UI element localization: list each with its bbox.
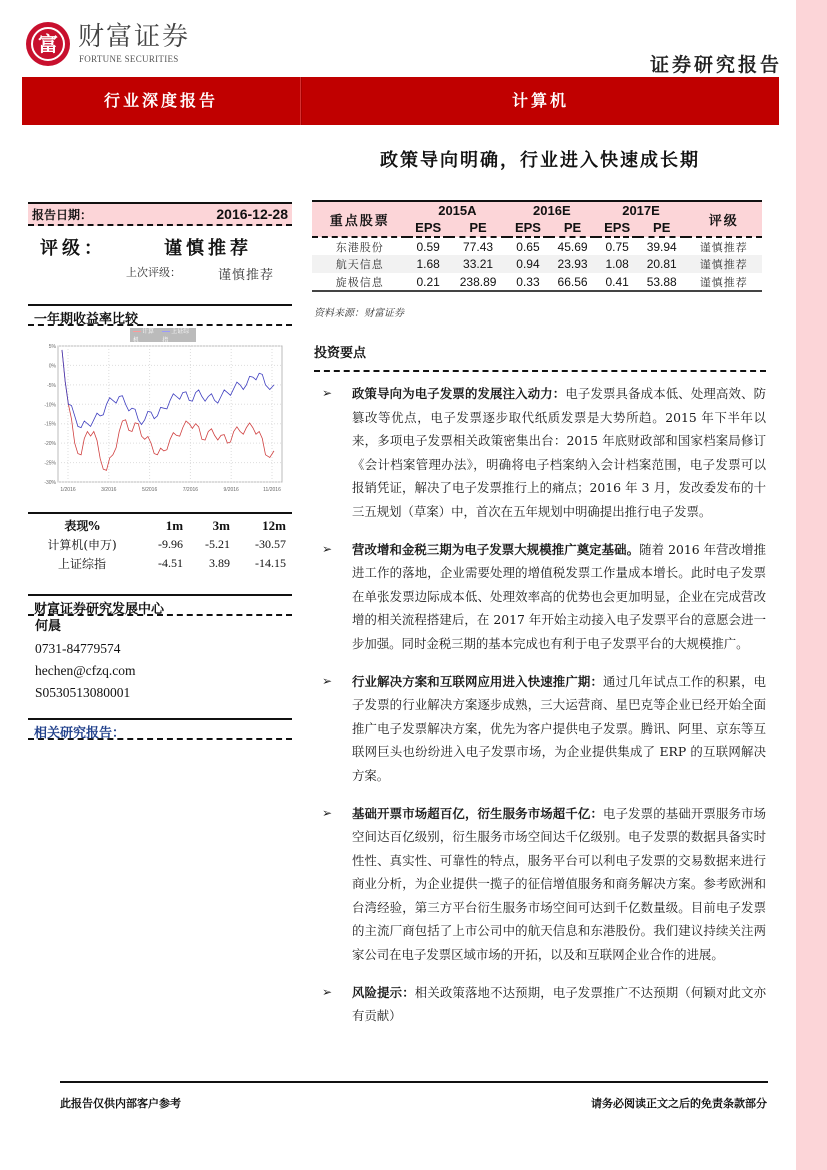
legend-item-sse: 上证综指 xyxy=(162,329,190,344)
perf-header-12m: 12m xyxy=(262,517,286,533)
analyst-email[interactable]: hechen@cfzq.com xyxy=(35,663,136,678)
svg-text:-15%: -15% xyxy=(44,421,56,428)
bullet-item: ➢ 行业解决方案和互联网应用进入快速推广期：通过几年试点工作的积累，电子发票的行业解决方案逐步成熟，三大运营商、星巴克等企业已经开始全面推广电子发票解决方案，优先为客户提供电子发票。腾讯、阿里、京东等互联网巨头也纷纷进入电子发票市场，为企业提供集成了 ERP 的互联网解决方案。 xyxy=(322,670,766,788)
footer-divider xyxy=(60,1081,768,1083)
table-source-note: 资料来源：财富证券 xyxy=(314,308,404,319)
report-type-label: 证券研究报告 xyxy=(649,54,782,76)
report-category: 行业深度报告 xyxy=(103,91,218,110)
arrow-bullet-icon: ➢ xyxy=(322,805,333,820)
svg-text:3/2016: 3/2016 xyxy=(101,487,117,493)
footer-right-note: 请务必阅读正文之后的免责条款部分 xyxy=(591,1097,767,1110)
page-edge-strip xyxy=(796,0,827,1170)
research-center-title: 财富证券研究发展中心 xyxy=(28,594,292,616)
company-logo xyxy=(26,22,206,68)
return-comparison-chart xyxy=(40,326,290,496)
report-title: 政策导向明确，行业进入快速成长期 xyxy=(380,150,700,171)
rating-value: 谨慎推荐 xyxy=(164,238,252,259)
chart-section-title: 一年期收益率比较 xyxy=(28,304,292,326)
report-date-label: 报告日期： xyxy=(32,207,93,222)
col-rating: 评级 xyxy=(708,213,739,229)
key-stocks-table: 重点股票 2015A 2016E 2017E 评级 EPS PE EPS PE EPS PE 东港股份 0.59 77.43 0.65 45.69 0.75 39.94 谨慎推荐 航天信息 1.68 33.21 0.94 23.93 1.08 20.81 谨慎推荐 旋极信息 0.21 238.89 0.33 66.56 0.41 53.88 谨慎推荐 xyxy=(312,200,762,292)
svg-text:9/2016: 9/2016 xyxy=(223,487,239,493)
report-date-row xyxy=(28,202,292,226)
divider xyxy=(314,370,766,372)
col-stock-name: 重点股票 xyxy=(329,213,390,229)
seal-icon: 富 xyxy=(26,22,70,66)
arrow-bullet-icon: ➢ xyxy=(322,673,333,688)
analyst-block xyxy=(28,594,292,704)
svg-text:5%: 5% xyxy=(48,344,56,350)
svg-text:0%: 0% xyxy=(48,363,56,370)
bullet-item: ➢ 政策导向为电子发票的发展注入动力：电子发票具备成本低、处理高效、防篡改等优点，电子发票逐步取代纸质发票是大势所趋。2015 年下半年以来，多项电子发票相关政策密集出台：2015 年底财政部和国家档案局修订《会计档案管理办法》，明确将电子档案纳入会计档案范围，电子发票可以报销凭证，解决了电子发票推行上的痛点；2016 年 3 月，发改委发布的十三五规划（草案）中，首次在五年规划中明确提出推行电子发票。 xyxy=(322,382,766,524)
performance-table xyxy=(28,512,292,578)
arrow-bullet-icon: ➢ xyxy=(322,984,333,999)
bullet-item: ➢ 风险提示：相关政策落地不达预期，电子发票推广不达预期（何颖对此文亦有贡献） xyxy=(322,981,766,1028)
col-year-2017: 2017E xyxy=(622,203,660,218)
investment-highlights-title: 投资要点 xyxy=(314,346,367,361)
analyst-certificate: S0530513080001 xyxy=(35,685,131,700)
bullet-item: ➢ 基础开票市场超百亿，衍生服务市场超千亿：电子发票的基础开票服务市场空间达百亿级别，衍生服务市场空间达千亿级别。电子发票的数据具备实时性性、真实性、可靠性的特点，服务平台可以利电子发票的交易数据来进行商业分析，为企业提供一揽子的征信增值服务和商务解决方案。参考欧洲和台湾经验，第三方平台衍生服务市场空间可达到千亿数量级。目前电子发票的主流厂商包括了上市公司中的航天信息和东港股份。我们建议持续关注两家公司在电子发票区域市场的开拓，以及和互联网企业合作的进展。 xyxy=(322,802,766,967)
svg-text:7/2016: 7/2016 xyxy=(182,487,199,493)
svg-text:11/2016: 11/2016 xyxy=(263,487,281,493)
perf-row: 上证综指 -4.51 3.89 -14.15 xyxy=(58,556,286,571)
svg-text:-10%: -10% xyxy=(44,402,56,409)
report-date-value: 2016-12-28 xyxy=(216,206,288,222)
chart-plot xyxy=(40,326,290,496)
rating-row xyxy=(28,234,292,262)
perf-header-3m: 3m xyxy=(212,517,230,533)
analyst-name: 何晨 xyxy=(35,619,62,634)
svg-text:-5%: -5% xyxy=(47,382,56,389)
svg-text:-30%: -30% xyxy=(44,480,56,486)
footer-left-note: 此报告仅供内部客户参考 xyxy=(60,1097,181,1110)
svg-text:1/2016: 1/2016 xyxy=(60,487,76,493)
stock-row: 航天信息 1.68 33.21 0.94 23.93 1.08 20.81 谨慎推荐 xyxy=(312,255,762,273)
previous-rating-label: 上次评级： xyxy=(126,266,181,279)
previous-rating-value: 谨慎推荐 xyxy=(218,268,275,283)
col-year-2015: 2015A xyxy=(438,203,477,218)
perf-header-1m: 1m xyxy=(165,517,184,533)
perf-row: 计算机(申万) -9.96 -5.21 -30.57 xyxy=(47,537,286,552)
svg-text:5/2016: 5/2016 xyxy=(141,487,158,493)
svg-text:-20%: -20% xyxy=(44,441,56,448)
col-year-2016: 2016E xyxy=(533,203,571,218)
logo-english-name: FORTUNE SECURITIES xyxy=(79,54,179,64)
svg-text:-25%: -25% xyxy=(44,460,56,467)
rating-label: 评级： xyxy=(40,238,106,259)
related-reports-title: 相关研究报告： xyxy=(28,718,292,740)
arrow-bullet-icon: ➢ xyxy=(322,386,333,400)
header-red-bar xyxy=(22,77,779,125)
perf-header-name: 表现% xyxy=(64,519,100,533)
legend-item-computer: 计算机 xyxy=(133,329,155,344)
stock-row: 东港股份 0.59 77.43 0.65 45.69 0.75 39.94 谨慎推荐 xyxy=(335,239,748,254)
previous-rating-row xyxy=(28,264,292,283)
analyst-phone: 0731-84779574 xyxy=(35,641,121,656)
industry-name: 计算机 xyxy=(511,91,569,110)
stock-row: 旋极信息 0.21 238.89 0.33 66.56 0.41 53.88 谨慎推荐 xyxy=(312,273,762,291)
investment-bullets xyxy=(322,382,766,1042)
logo-chinese-name: 财富证券 xyxy=(78,22,191,52)
arrow-bullet-icon: ➢ xyxy=(322,541,333,556)
related-reports xyxy=(28,718,292,740)
bullet-item: ➢ 营改增和金税三期为电子发票大规模推广奠定基础。随着 2016 年营改增推进工作的落地，企业需要处理的增值税发票工作量成本增长。此时电子发票在单张发票边际成本低、处理效率高的优势也会更加明显，企业在完成营改增的相关流程搭建后，在 2017 年开始主动接入电子发票平台的意愿会进一步加强。同时金税三期的基本完成也有利于电子发票平台的大规模推广。 xyxy=(322,538,766,656)
